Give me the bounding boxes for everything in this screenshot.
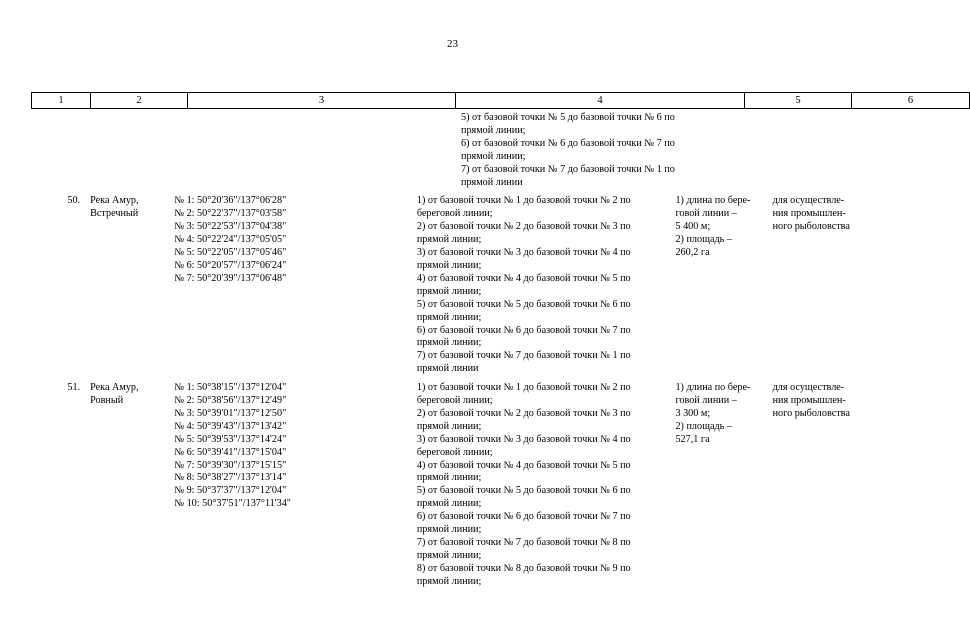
column-header-3: 3 (188, 93, 456, 109)
cell-line: прямой линии; (461, 150, 526, 162)
cell-line: 5) от базовой точки № 5 до базовой точки № 6 по (416, 485, 631, 497)
cell-line: 7) от базовой точки № 7 до базовой точки № 1 по (416, 350, 631, 362)
cell-line: прямой линии; (416, 549, 482, 561)
table-body (31, 112, 869, 595)
empty-cell (90, 112, 187, 189)
cell-line: Река Амур, (90, 382, 139, 394)
coordinates-cell (171, 195, 411, 376)
cell-line: 5) от базовой точки № 5 до базовой точки № 6 по (416, 298, 631, 310)
cell-line: 5) от базовой точки № 5 до базовой точки № 6 по (461, 112, 675, 123)
cell-line: Встречный (90, 208, 139, 220)
cell-line: прямой линии; (416, 575, 482, 587)
column-header-1: 1 (32, 93, 91, 109)
cell-line: 1) от базовой точки № 1 до базовой точки № 2 по (416, 195, 631, 207)
row-number: 51. (67, 382, 81, 394)
column-header-table (31, 92, 970, 109)
cell-line: ного рыболовства (772, 407, 850, 419)
cell-line: 7) от базовой точки № 7 до базовой точки № 1 по (461, 163, 675, 175)
cell-line: 3 300 м; (675, 407, 711, 419)
cell-line: № 5: 50°39'53"/137°14'24" (174, 433, 287, 445)
cell-line: прямой линии; (416, 420, 482, 432)
cell-line: прямой линии; (416, 498, 482, 510)
cell-line: № 7: 50°39'30"/137°15'15" (174, 459, 287, 471)
cell-line: № 2: 50°38'56"/137°12'49" (174, 395, 287, 407)
cell-line: 4) от базовой точки № 4 до базовой точки № 5 по (416, 459, 631, 471)
cell-line: 2) от базовой точки № 2 до базовой точки № 3 по (416, 407, 631, 419)
cell-line: Река Амур, (90, 195, 139, 207)
cell-line: № 7: 50°20'39"/137°06'48" (174, 272, 287, 284)
cell-line: № 6: 50°39'41"/137°15'04" (174, 446, 287, 458)
cell-line: 4) от базовой точки № 4 до базовой точки № 5 по (416, 272, 631, 284)
cell-line: 7) от базовой точки № 7 до базовой точки № 8 по (416, 537, 631, 548)
cell-line: 6) от базовой точки № 6 до базовой точки № 7 по (461, 137, 675, 149)
cell-line: ния промышлен- (772, 395, 846, 407)
cell-line: № 9: 50°37'37"/137°12'04" (174, 485, 287, 497)
cell-line: 8) от базовой точки № 8 до базовой точки № 9 по (416, 562, 631, 574)
cell-line: прямой линии; (416, 337, 482, 349)
cell-line: 3) от базовой точки № 3 до базовой точки № 4 по (416, 433, 631, 445)
cell-line: № 1: 50°20'36"/137°06'28" (174, 195, 287, 207)
cell-line: прямой линии (461, 176, 523, 188)
cell-line: прямой линии; (416, 311, 482, 323)
cell-line: ного рыболовства (772, 221, 850, 233)
cell-line: 5 400 м; (675, 221, 711, 233)
cell-line: береговой линии; (416, 395, 493, 407)
table-row (31, 382, 869, 589)
cell-line: 2) площадь – (675, 420, 732, 432)
column-header-6: 6 (852, 93, 970, 109)
area-name-cell (84, 195, 171, 376)
cell-line: 1) длина по бере- (675, 382, 751, 394)
cell-line: прямой линии; (416, 285, 482, 297)
cell-line: 1) от базовой точки № 1 до базовой точки № 2 по (416, 382, 631, 394)
table-row-continuation (31, 112, 869, 189)
cell-line: № 4: 50°22'24"/137°05'05" (174, 234, 287, 246)
cell-line: 2) площадь – (675, 234, 732, 246)
table-row (31, 195, 869, 376)
cell-line: прямой линии; (416, 259, 482, 271)
cell-line: № 3: 50°22'53"/137°04'38" (174, 221, 287, 233)
cell-line: для осуществле- (772, 382, 845, 394)
column-header-4: 4 (456, 93, 745, 109)
size-cell (669, 195, 765, 376)
area-name-cell (84, 382, 171, 589)
cell-line: 3) от базовой точки № 3 до базовой точки № 4 по (416, 247, 631, 259)
size-cell (669, 382, 765, 589)
cell-line: 260,2 га (675, 247, 710, 259)
cell-line: прямой линии (416, 363, 479, 375)
cell-line: 6) от базовой точки № 6 до базовой точки № 7 по (416, 324, 631, 336)
empty-cell (187, 112, 455, 189)
row-number: 50. (67, 195, 81, 207)
cell-line: береговой линии; (416, 446, 493, 458)
page-number: 23 (447, 38, 458, 50)
cell-line: № 3: 50°39'01"/137°12'50" (174, 407, 287, 419)
purpose-cell (766, 195, 869, 376)
cell-line: № 1: 50°38'15"/137°12'04" (174, 382, 287, 394)
cell-line: № 5: 50°22'05"/137°05'46" (174, 247, 287, 259)
cell-line: прямой линии; (416, 234, 482, 246)
coordinates-cell (171, 382, 411, 589)
cell-line: для осуществле- (772, 195, 845, 207)
cell-line: береговой линии; (416, 208, 493, 220)
cell-line: прямой линии; (416, 472, 482, 484)
cell-line: 1) длина по бере- (675, 195, 751, 207)
cell-line: ния промышлен- (772, 208, 846, 220)
cell-line: Ровный (90, 395, 124, 407)
column-header-row (32, 93, 970, 109)
borders-cell (411, 382, 670, 589)
borders-cell (455, 112, 744, 189)
cell-line: 6) от базовой точки № 6 до базовой точки № 7 по (416, 511, 631, 523)
cell-line: прямой линии; (461, 124, 526, 136)
purpose-cell (766, 382, 869, 589)
empty-cell (31, 112, 90, 189)
cell-line: № 4: 50°39'43"/137°13'42" (174, 420, 287, 432)
cell-line: 2) от базовой точки № 2 до базовой точки № 3 по (416, 221, 631, 233)
cell-line: говой линии – (675, 208, 737, 220)
column-header-2: 2 (91, 93, 188, 109)
cell-line: прямой линии; (416, 524, 482, 536)
borders-cell (411, 195, 670, 376)
cell-line: № 6: 50°20'57"/137°06'24" (174, 259, 287, 271)
cell-line: № 10: 50°37'51"/137°11'34" (174, 498, 291, 510)
cell-line: говой линии – (675, 395, 737, 407)
cell-line: № 8: 50°38'27"/137°13'14" (174, 472, 287, 484)
column-header-5: 5 (745, 93, 852, 109)
cell-line: № 2: 50°22'37"/137°03'58" (174, 208, 287, 220)
cell-line: 527,1 га (675, 433, 710, 445)
